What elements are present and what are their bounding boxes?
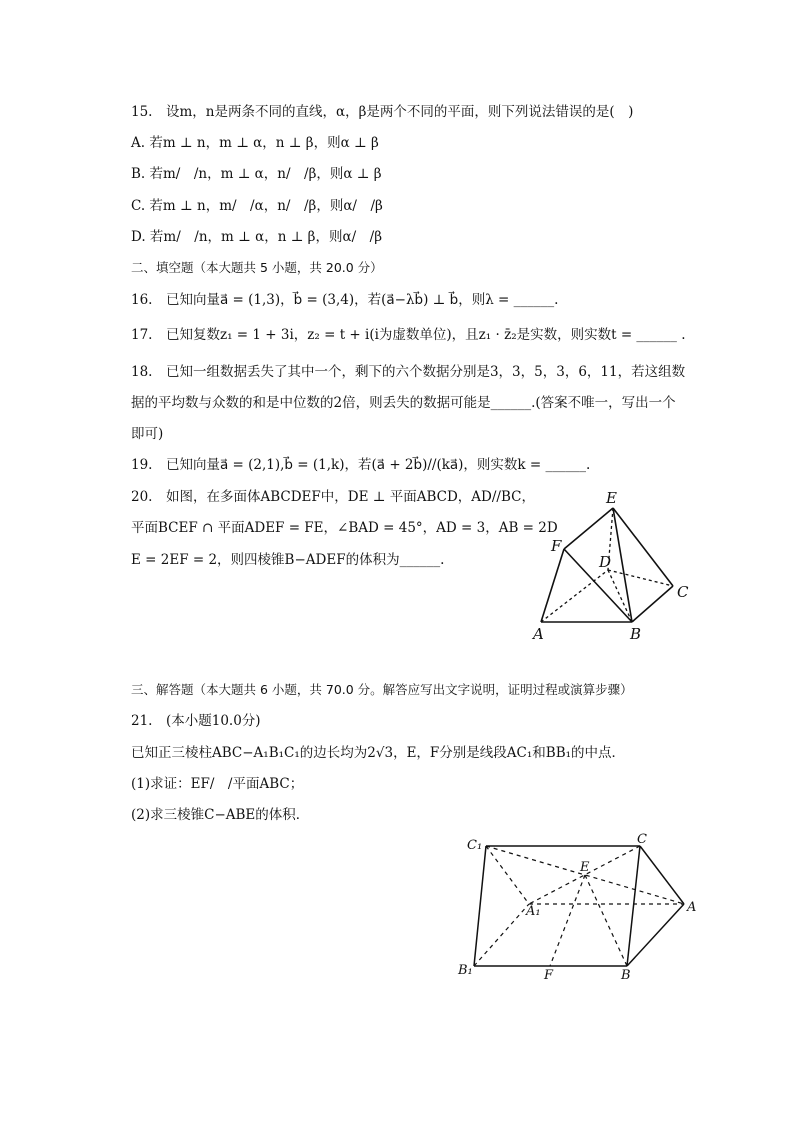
q20-line-3: E = 2EF = 2，则四棱锥B−ADEF的体积为______. [131,552,445,568]
label-E: E [606,489,617,507]
section-3-heading: 三、解答题（本大题共 6 小题，共 70.0 分。解答应写出文字说明，证明过程或演算步骤） [131,682,633,697]
label-B1: B₁ [458,963,473,978]
q21-heading: 21. (本小题10.0分) [131,713,261,729]
q19: 19. 已知向量a⃗ = (2,1),b⃗ = (1,k)，若(a⃗ + 2b⃗)//(ka⃗)，则实数k = ______. [131,457,591,473]
q15-option-a: A. 若m ⊥ n，m ⊥ α，n ⊥ β，则α ⊥ β [131,135,379,151]
section-2-heading: 二、填空题（本大题共 5 小题，共 20.0 分） [131,260,383,275]
label-A: A [533,625,544,643]
prism-figure [455,828,705,988]
label-D: D [599,553,612,571]
label-B: B [630,625,642,643]
q18-line-2: 据的平均数与众数的和是中位数的2倍，则丢失的数据可能是______.(答案不唯一，写出一个 [131,395,676,411]
label-C1: C₁ [467,838,483,853]
label-B: B [621,968,631,983]
q18-line-3: 即可) [131,426,164,442]
label-E: E [580,860,590,875]
q20-line-1: 20. 如图，在多面体ABCDEF中，DE ⊥ 平面ABCD，AD//BC， [131,489,535,505]
q16: 16. 已知向量a⃗ = (1,3)，b⃗ = (3,4)，若(a⃗−λb⃗) ⊥ b⃗，则λ = ______. [131,292,559,308]
label-F: F [551,537,562,555]
label-A: A [687,900,697,915]
q21-part-1: (1)求证：EF/ /平面ABC； [131,776,304,792]
q20-line-2: 平面BCEF ∩ 平面ADEF = FE，∠BAD = 45°，AD = 3，AB = 2D [131,520,558,536]
q18-line-1: 18. 已知一组数据丢失了其中一个，剩下的六个数据分别是3，3，5，3，6，11，若这组数 [131,364,686,380]
q15-option-c: C. 若m ⊥ n，m/ /α，n/ /β，则α/ /β [131,198,383,214]
q17: 17. 已知复数z₁ = 1 + 3i，z₂ = t + i(i为虚数单位)，且z₁ · z̄₂是实数，则实数t = ______ . [131,327,686,343]
label-C: C [677,583,689,601]
q21-statement: 已知正三棱柱ABC−A₁B₁C₁的边长均为2√3，E，F分别是线段AC₁和BB₁的中点． [131,745,626,761]
label-F: F [544,968,554,983]
q15-stem: 15. 设m，n是两条不同的直线，α，β是两个不同的平面，则下列说法错误的是( ) [131,104,634,120]
label-A1: A₁ [526,904,541,919]
polyhedron-figure [525,480,705,650]
q15-option-d: D. 若m/ /n，m ⊥ α，n ⊥ β，则α/ /β [131,229,383,245]
q15-option-b: B. 若m/ /n，m ⊥ α，n/ /β，则α ⊥ β [131,166,382,182]
q21-part-2: (2)求三棱锥C−ABE的体积． [131,807,310,823]
label-C: C [637,832,647,847]
